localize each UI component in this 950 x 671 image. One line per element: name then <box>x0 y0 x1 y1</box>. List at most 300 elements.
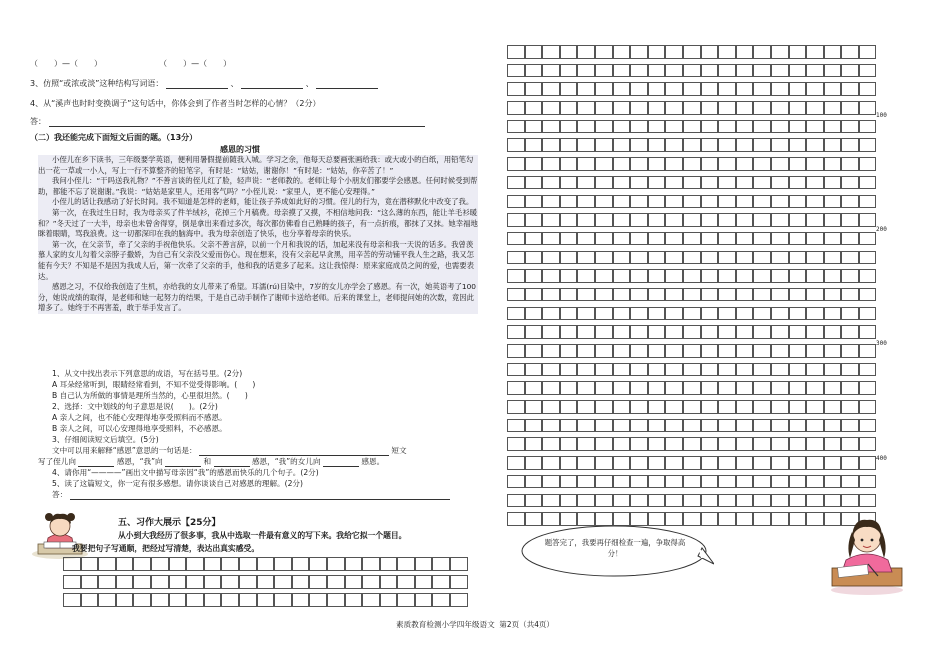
grid-cell[interactable] <box>630 195 648 209</box>
grid-cell[interactable] <box>859 213 877 227</box>
grid-cell[interactable] <box>718 195 736 209</box>
grid-cell[interactable] <box>116 557 134 571</box>
grid-cell[interactable] <box>257 593 275 607</box>
grid-cell[interactable] <box>648 176 666 190</box>
grid-cell[interactable] <box>718 437 736 451</box>
grid-cell[interactable] <box>525 456 543 470</box>
grid-cell[interactable] <box>292 557 310 571</box>
grid-cell[interactable] <box>525 232 543 246</box>
grid-cell[interactable] <box>806 325 824 339</box>
grid-cell[interactable] <box>542 400 560 414</box>
grid-cell[interactable] <box>701 288 719 302</box>
grid-cell[interactable] <box>665 138 683 152</box>
grid-cell[interactable] <box>595 101 613 115</box>
grid-cell[interactable] <box>665 101 683 115</box>
grid-cell[interactable] <box>736 288 754 302</box>
grid-cell[interactable] <box>824 363 842 377</box>
answer-blank[interactable] <box>78 457 114 467</box>
grid-cell[interactable] <box>507 176 525 190</box>
grid-cell[interactable] <box>736 419 754 433</box>
grid-cell[interactable] <box>133 575 151 589</box>
grid-cell[interactable] <box>789 101 807 115</box>
grid-cell[interactable] <box>630 157 648 171</box>
grid-cell[interactable] <box>613 456 631 470</box>
grid-cell[interactable] <box>257 557 275 571</box>
grid-cell[interactable] <box>560 120 578 134</box>
grid-cell[interactable] <box>753 512 771 526</box>
grid-cell[interactable] <box>736 437 754 451</box>
grid-cell[interactable] <box>560 494 578 508</box>
grid-cell[interactable] <box>507 64 525 78</box>
grid-cell[interactable] <box>81 575 99 589</box>
grid-cell[interactable] <box>771 213 789 227</box>
grid-cell[interactable] <box>701 269 719 283</box>
grid-cell[interactable] <box>613 288 631 302</box>
grid-cell[interactable] <box>613 45 631 59</box>
grid-cell[interactable] <box>595 437 613 451</box>
answer-blank[interactable] <box>70 490 450 500</box>
grid-cell[interactable] <box>630 475 648 489</box>
grid-cell[interactable] <box>736 157 754 171</box>
grid-cell[interactable] <box>292 575 310 589</box>
grid-cell[interactable] <box>525 437 543 451</box>
grid-cell[interactable] <box>718 288 736 302</box>
grid-cell[interactable] <box>630 232 648 246</box>
grid-cell[interactable] <box>525 363 543 377</box>
grid-cell[interactable] <box>560 419 578 433</box>
grid-cell[interactable] <box>824 120 842 134</box>
grid-cell[interactable] <box>362 557 380 571</box>
grid-cell[interactable] <box>648 437 666 451</box>
grid-cell[interactable] <box>841 344 859 358</box>
grid-cell[interactable] <box>683 344 701 358</box>
grid-cell[interactable] <box>859 269 877 283</box>
grid-cell[interactable] <box>806 288 824 302</box>
grid-cell[interactable] <box>718 419 736 433</box>
grid-cell[interactable] <box>362 575 380 589</box>
grid-cell[interactable] <box>806 120 824 134</box>
grid-cell[interactable] <box>683 213 701 227</box>
grid-cell[interactable] <box>683 437 701 451</box>
grid-cell[interactable] <box>753 176 771 190</box>
grid-cell[interactable] <box>613 138 631 152</box>
grid-cell[interactable] <box>683 307 701 321</box>
grid-cell[interactable] <box>683 475 701 489</box>
grid-cell[interactable] <box>542 120 560 134</box>
grid-cell[interactable] <box>771 157 789 171</box>
grid-cell[interactable] <box>613 157 631 171</box>
grid-cell[interactable] <box>415 593 433 607</box>
answer-blank[interactable] <box>241 79 303 89</box>
grid-cell[interactable] <box>736 251 754 265</box>
grid-cell[interactable] <box>560 138 578 152</box>
grid-cell[interactable] <box>701 400 719 414</box>
grid-cell[interactable] <box>806 101 824 115</box>
grid-cell[interactable] <box>450 557 468 571</box>
grid-cell[interactable] <box>789 45 807 59</box>
grid-cell[interactable] <box>701 45 719 59</box>
grid-cell[interactable] <box>859 195 877 209</box>
grid-cell[interactable] <box>560 363 578 377</box>
grid-cell[interactable] <box>560 157 578 171</box>
grid-cell[interactable] <box>397 593 415 607</box>
grid-cell[interactable] <box>841 195 859 209</box>
grid-cell[interactable] <box>665 381 683 395</box>
grid-cell[interactable] <box>718 251 736 265</box>
grid-cell[interactable] <box>595 157 613 171</box>
grid-cell[interactable] <box>753 232 771 246</box>
grid-cell[interactable] <box>665 344 683 358</box>
grid-cell[interactable] <box>701 101 719 115</box>
grid-cell[interactable] <box>701 381 719 395</box>
grid-cell[interactable] <box>507 456 525 470</box>
grid-cell[interactable] <box>613 195 631 209</box>
grid-cell[interactable] <box>274 575 292 589</box>
grid-cell[interactable] <box>648 363 666 377</box>
grid-cell[interactable] <box>204 593 222 607</box>
grid-cell[interactable] <box>806 344 824 358</box>
grid-cell[interactable] <box>507 419 525 433</box>
grid-cell[interactable] <box>806 213 824 227</box>
grid-cell[interactable] <box>718 363 736 377</box>
grid-cell[interactable] <box>736 213 754 227</box>
answer-blank[interactable] <box>323 457 359 467</box>
grid-cell[interactable] <box>789 232 807 246</box>
grid-cell[interactable] <box>824 251 842 265</box>
grid-cell[interactable] <box>683 363 701 377</box>
grid-cell[interactable] <box>824 64 842 78</box>
grid-cell[interactable] <box>665 419 683 433</box>
grid-cell[interactable] <box>98 557 116 571</box>
grid-cell[interactable] <box>683 157 701 171</box>
grid-cell[interactable] <box>560 288 578 302</box>
grid-cell[interactable] <box>806 232 824 246</box>
grid-cell[interactable] <box>595 307 613 321</box>
grid-cell[interactable] <box>683 195 701 209</box>
grid-cell[interactable] <box>824 176 842 190</box>
grid-cell[interactable] <box>859 251 877 265</box>
grid-cell[interactable] <box>771 269 789 283</box>
grid-cell[interactable] <box>753 120 771 134</box>
grid-cell[interactable] <box>753 213 771 227</box>
grid-cell[interactable] <box>841 176 859 190</box>
grid-cell[interactable] <box>204 557 222 571</box>
grid-cell[interactable] <box>753 45 771 59</box>
grid-cell[interactable] <box>542 363 560 377</box>
grid-cell[interactable] <box>683 64 701 78</box>
grid-cell[interactable] <box>771 344 789 358</box>
grid-cell[interactable] <box>577 232 595 246</box>
grid-cell[interactable] <box>665 269 683 283</box>
grid-cell[interactable] <box>630 437 648 451</box>
grid-cell[interactable] <box>665 437 683 451</box>
grid-cell[interactable] <box>542 176 560 190</box>
grid-cell[interactable] <box>151 593 169 607</box>
grid-cell[interactable] <box>683 251 701 265</box>
grid-cell[interactable] <box>525 344 543 358</box>
grid-cell[interactable] <box>595 232 613 246</box>
grid-cell[interactable] <box>753 195 771 209</box>
grid-cell[interactable] <box>771 251 789 265</box>
grid-cell[interactable] <box>630 120 648 134</box>
grid-cell[interactable] <box>701 419 719 433</box>
grid-cell[interactable] <box>309 575 327 589</box>
grid-cell[interactable] <box>859 419 877 433</box>
grid-cell[interactable] <box>613 437 631 451</box>
grid-cell[interactable] <box>560 82 578 96</box>
grid-cell[interactable] <box>806 64 824 78</box>
grid-cell[interactable] <box>789 456 807 470</box>
grid-cell[interactable] <box>525 419 543 433</box>
grid-cell[interactable] <box>736 120 754 134</box>
grid-cell[interactable] <box>63 557 81 571</box>
grid-cell[interactable] <box>841 494 859 508</box>
grid-cell[interactable] <box>683 138 701 152</box>
grid-cell[interactable] <box>841 82 859 96</box>
grid-cell[interactable] <box>542 157 560 171</box>
grid-cell[interactable] <box>736 344 754 358</box>
grid-cell[interactable] <box>630 82 648 96</box>
grid-cell[interactable] <box>345 575 363 589</box>
grid-cell[interactable] <box>718 344 736 358</box>
grid-cell[interactable] <box>771 101 789 115</box>
grid-cell[interactable] <box>525 157 543 171</box>
grid-cell[interactable] <box>736 475 754 489</box>
grid-cell[interactable] <box>542 307 560 321</box>
grid-cell[interactable] <box>824 419 842 433</box>
grid-cell[interactable] <box>613 251 631 265</box>
grid-cell[interactable] <box>345 557 363 571</box>
grid-cell[interactable] <box>560 101 578 115</box>
grid-cell[interactable] <box>771 512 789 526</box>
writing-grid[interactable] <box>507 45 876 526</box>
grid-cell[interactable] <box>859 120 877 134</box>
grid-cell[interactable] <box>507 195 525 209</box>
grid-cell[interactable] <box>63 593 81 607</box>
grid-cell[interactable] <box>736 400 754 414</box>
grid-cell[interactable] <box>542 138 560 152</box>
grid-cell[interactable] <box>613 176 631 190</box>
grid-cell[interactable] <box>560 195 578 209</box>
grid-cell[interactable] <box>718 475 736 489</box>
grid-cell[interactable] <box>560 456 578 470</box>
grid-cell[interactable] <box>595 82 613 96</box>
grid-cell[interactable] <box>648 138 666 152</box>
grid-cell[interactable] <box>736 307 754 321</box>
grid-cell[interactable] <box>789 437 807 451</box>
grid-cell[interactable] <box>859 288 877 302</box>
grid-cell[interactable] <box>665 64 683 78</box>
grid-cell[interactable] <box>701 82 719 96</box>
grid-cell[interactable] <box>859 325 877 339</box>
grid-cell[interactable] <box>753 456 771 470</box>
grid-cell[interactable] <box>789 138 807 152</box>
grid-cell[interactable] <box>507 138 525 152</box>
grid-cell[interactable] <box>613 494 631 508</box>
grid-cell[interactable] <box>789 419 807 433</box>
grid-cell[interactable] <box>507 120 525 134</box>
grid-cell[interactable] <box>397 557 415 571</box>
grid-cell[interactable] <box>507 288 525 302</box>
grid-cell[interactable] <box>753 288 771 302</box>
grid-cell[interactable] <box>595 269 613 283</box>
grid-cell[interactable] <box>771 494 789 508</box>
grid-cell[interactable] <box>665 307 683 321</box>
grid-cell[interactable] <box>753 64 771 78</box>
grid-cell[interactable] <box>771 45 789 59</box>
grid-cell[interactable] <box>806 45 824 59</box>
grid-cell[interactable] <box>665 325 683 339</box>
grid-cell[interactable] <box>701 232 719 246</box>
grid-cell[interactable] <box>221 557 239 571</box>
grid-cell[interactable] <box>806 381 824 395</box>
grid-cell[interactable] <box>648 64 666 78</box>
writing-grid[interactable] <box>63 557 468 607</box>
grid-cell[interactable] <box>683 232 701 246</box>
grid-cell[interactable] <box>841 363 859 377</box>
grid-cell[interactable] <box>736 456 754 470</box>
grid-cell[interactable] <box>789 494 807 508</box>
grid-cell[interactable] <box>718 400 736 414</box>
grid-cell[interactable] <box>665 195 683 209</box>
grid-cell[interactable] <box>542 288 560 302</box>
grid-cell[interactable] <box>525 120 543 134</box>
grid-cell[interactable] <box>718 456 736 470</box>
grid-cell[interactable] <box>169 557 187 571</box>
grid-cell[interactable] <box>701 176 719 190</box>
grid-cell[interactable] <box>560 176 578 190</box>
grid-cell[interactable] <box>701 195 719 209</box>
grid-cell[interactable] <box>736 363 754 377</box>
grid-cell[interactable] <box>613 82 631 96</box>
grid-cell[interactable] <box>736 64 754 78</box>
grid-cell[interactable] <box>665 82 683 96</box>
answer-blank[interactable] <box>49 117 425 127</box>
grid-cell[interactable] <box>718 120 736 134</box>
grid-cell[interactable] <box>841 437 859 451</box>
grid-cell[interactable] <box>630 288 648 302</box>
grid-cell[interactable] <box>577 120 595 134</box>
grid-cell[interactable] <box>771 400 789 414</box>
grid-cell[interactable] <box>630 344 648 358</box>
grid-cell[interactable] <box>718 213 736 227</box>
grid-cell[interactable] <box>595 400 613 414</box>
grid-cell[interactable] <box>577 419 595 433</box>
grid-cell[interactable] <box>613 344 631 358</box>
grid-cell[interactable] <box>186 593 204 607</box>
grid-cell[interactable] <box>824 213 842 227</box>
grid-cell[interactable] <box>507 344 525 358</box>
grid-cell[interactable] <box>542 213 560 227</box>
grid-cell[interactable] <box>630 381 648 395</box>
grid-cell[interactable] <box>824 456 842 470</box>
grid-cell[interactable] <box>859 82 877 96</box>
grid-cell[interactable] <box>577 195 595 209</box>
grid-cell[interactable] <box>665 120 683 134</box>
grid-cell[interactable] <box>630 307 648 321</box>
grid-cell[interactable] <box>789 195 807 209</box>
grid-cell[interactable] <box>577 307 595 321</box>
grid-cell[interactable] <box>577 381 595 395</box>
grid-cell[interactable] <box>525 475 543 489</box>
grid-cell[interactable] <box>718 325 736 339</box>
grid-cell[interactable] <box>683 381 701 395</box>
grid-cell[interactable] <box>507 101 525 115</box>
grid-cell[interactable] <box>577 251 595 265</box>
grid-cell[interactable] <box>859 307 877 321</box>
answer-blank[interactable] <box>166 79 228 89</box>
grid-cell[interactable] <box>648 195 666 209</box>
grid-cell[interactable] <box>701 251 719 265</box>
grid-cell[interactable] <box>718 494 736 508</box>
grid-cell[interactable] <box>648 269 666 283</box>
grid-cell[interactable] <box>542 419 560 433</box>
grid-cell[interactable] <box>397 575 415 589</box>
grid-cell[interactable] <box>683 120 701 134</box>
grid-cell[interactable] <box>789 325 807 339</box>
grid-cell[interactable] <box>665 176 683 190</box>
grid-cell[interactable] <box>542 195 560 209</box>
grid-cell[interactable] <box>415 557 433 571</box>
grid-cell[interactable] <box>841 419 859 433</box>
grid-cell[interactable] <box>771 176 789 190</box>
grid-cell[interactable] <box>789 512 807 526</box>
grid-cell[interactable] <box>507 213 525 227</box>
grid-cell[interactable] <box>630 456 648 470</box>
grid-cell[interactable] <box>525 325 543 339</box>
grid-cell[interactable] <box>824 82 842 96</box>
grid-cell[interactable] <box>560 64 578 78</box>
grid-cell[interactable] <box>613 120 631 134</box>
grid-cell[interactable] <box>701 138 719 152</box>
grid-cell[interactable] <box>841 307 859 321</box>
grid-cell[interactable] <box>595 120 613 134</box>
grid-cell[interactable] <box>806 138 824 152</box>
grid-cell[interactable] <box>450 593 468 607</box>
grid-cell[interactable] <box>841 381 859 395</box>
grid-cell[interactable] <box>525 307 543 321</box>
grid-cell[interactable] <box>560 307 578 321</box>
grid-cell[interactable] <box>771 232 789 246</box>
grid-cell[interactable] <box>789 475 807 489</box>
grid-cell[interactable] <box>133 593 151 607</box>
grid-cell[interactable] <box>648 475 666 489</box>
grid-cell[interactable] <box>595 381 613 395</box>
grid-cell[interactable] <box>701 120 719 134</box>
grid-cell[interactable] <box>525 101 543 115</box>
grid-cell[interactable] <box>595 325 613 339</box>
grid-cell[interactable] <box>753 251 771 265</box>
grid-cell[interactable] <box>630 101 648 115</box>
grid-cell[interactable] <box>859 344 877 358</box>
grid-cell[interactable] <box>648 381 666 395</box>
grid-cell[interactable] <box>841 325 859 339</box>
grid-cell[interactable] <box>613 213 631 227</box>
grid-cell[interactable] <box>683 419 701 433</box>
grid-cell[interactable] <box>542 269 560 283</box>
grid-cell[interactable] <box>753 400 771 414</box>
grid-cell[interactable] <box>151 557 169 571</box>
grid-cell[interactable] <box>630 45 648 59</box>
grid-cell[interactable] <box>327 593 345 607</box>
grid-cell[interactable] <box>665 251 683 265</box>
grid-cell[interactable] <box>507 437 525 451</box>
grid-cell[interactable] <box>630 176 648 190</box>
grid-cell[interactable] <box>665 456 683 470</box>
grid-cell[interactable] <box>630 138 648 152</box>
grid-cell[interactable] <box>824 325 842 339</box>
grid-cell[interactable] <box>753 157 771 171</box>
